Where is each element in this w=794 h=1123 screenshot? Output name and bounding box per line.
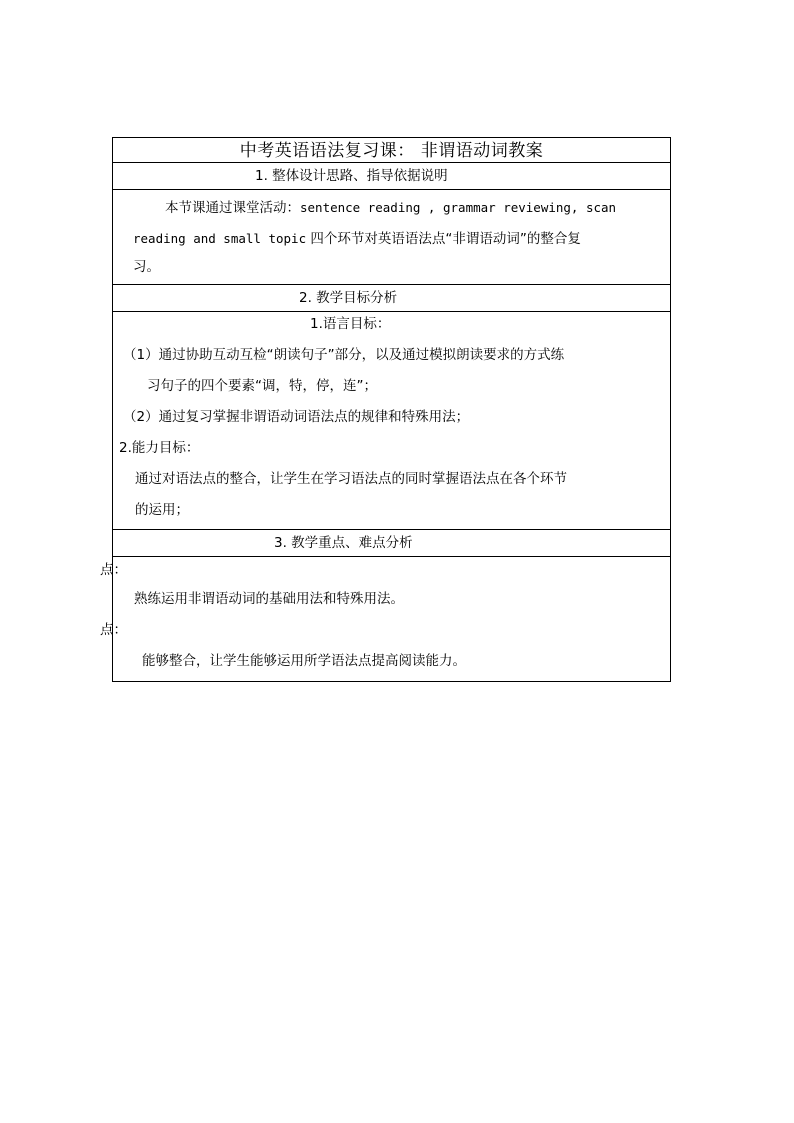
section3-heading-row (113, 530, 670, 557)
lesson-plan-table (100, 137, 671, 682)
section2-heading-row (113, 285, 670, 312)
intro-line-3: 习。 (133, 259, 160, 275)
section1-body-row (113, 190, 670, 285)
section2-heading: 2. 教学目标分析 (299, 290, 398, 306)
intro-line-1 (165, 199, 616, 217)
section3-body-row (100, 557, 670, 681)
section3-heading: 3. 教学重点、难点分析 (274, 535, 413, 551)
key-point-label: 点： (100, 562, 127, 578)
section1-heading: 1. 整体设计思路、指导依据说明 (255, 168, 448, 184)
intro-line-2-en: reading and small topic (133, 231, 307, 246)
intro-line-2-cn: 四个环节对英语语法点“非谓语动词”的整合复 (306, 231, 581, 247)
language-goal-heading: 1.语言目标： (310, 316, 391, 332)
ability-goal-heading: 2.能力目标： (119, 440, 200, 456)
goal-item-1b: 习句子的四个要素“调，特，停，连”； (147, 378, 377, 394)
intro-line-1-cn: 本节课通过课堂活动： (165, 200, 300, 216)
difficult-point-label: 点： (100, 622, 127, 638)
ability-line-a: 通过对语法点的整合，让学生在学习语法点的同时掌握语法点在各个环节 (135, 471, 567, 487)
title-row (113, 138, 670, 163)
page-title: 中考英语语法复习课： 非谓语动词教案 (239, 141, 544, 161)
difficult-point-text: 能够整合，让学生能够运用所学语法点提高阅读能力。 (142, 653, 466, 669)
ability-line-b: 的运用； (135, 502, 189, 518)
goal-item-1a: （1）通过协助互动互检“朗读句子”部分，以及通过模拟朗读要求的方式练 (123, 347, 565, 363)
intro-line-1-en: sentence reading , grammar reviewing, scan (300, 200, 617, 215)
key-point-text: 熟练运用非谓语动词的基础用法和特殊用法。 (134, 591, 404, 607)
section2-body-row (113, 312, 670, 530)
intro-line-2 (133, 230, 581, 248)
section1-heading-row (113, 163, 670, 190)
goal-item-2: （2）通过复习掌握非谓语动词语法点的规律和特殊用法； (123, 409, 470, 425)
